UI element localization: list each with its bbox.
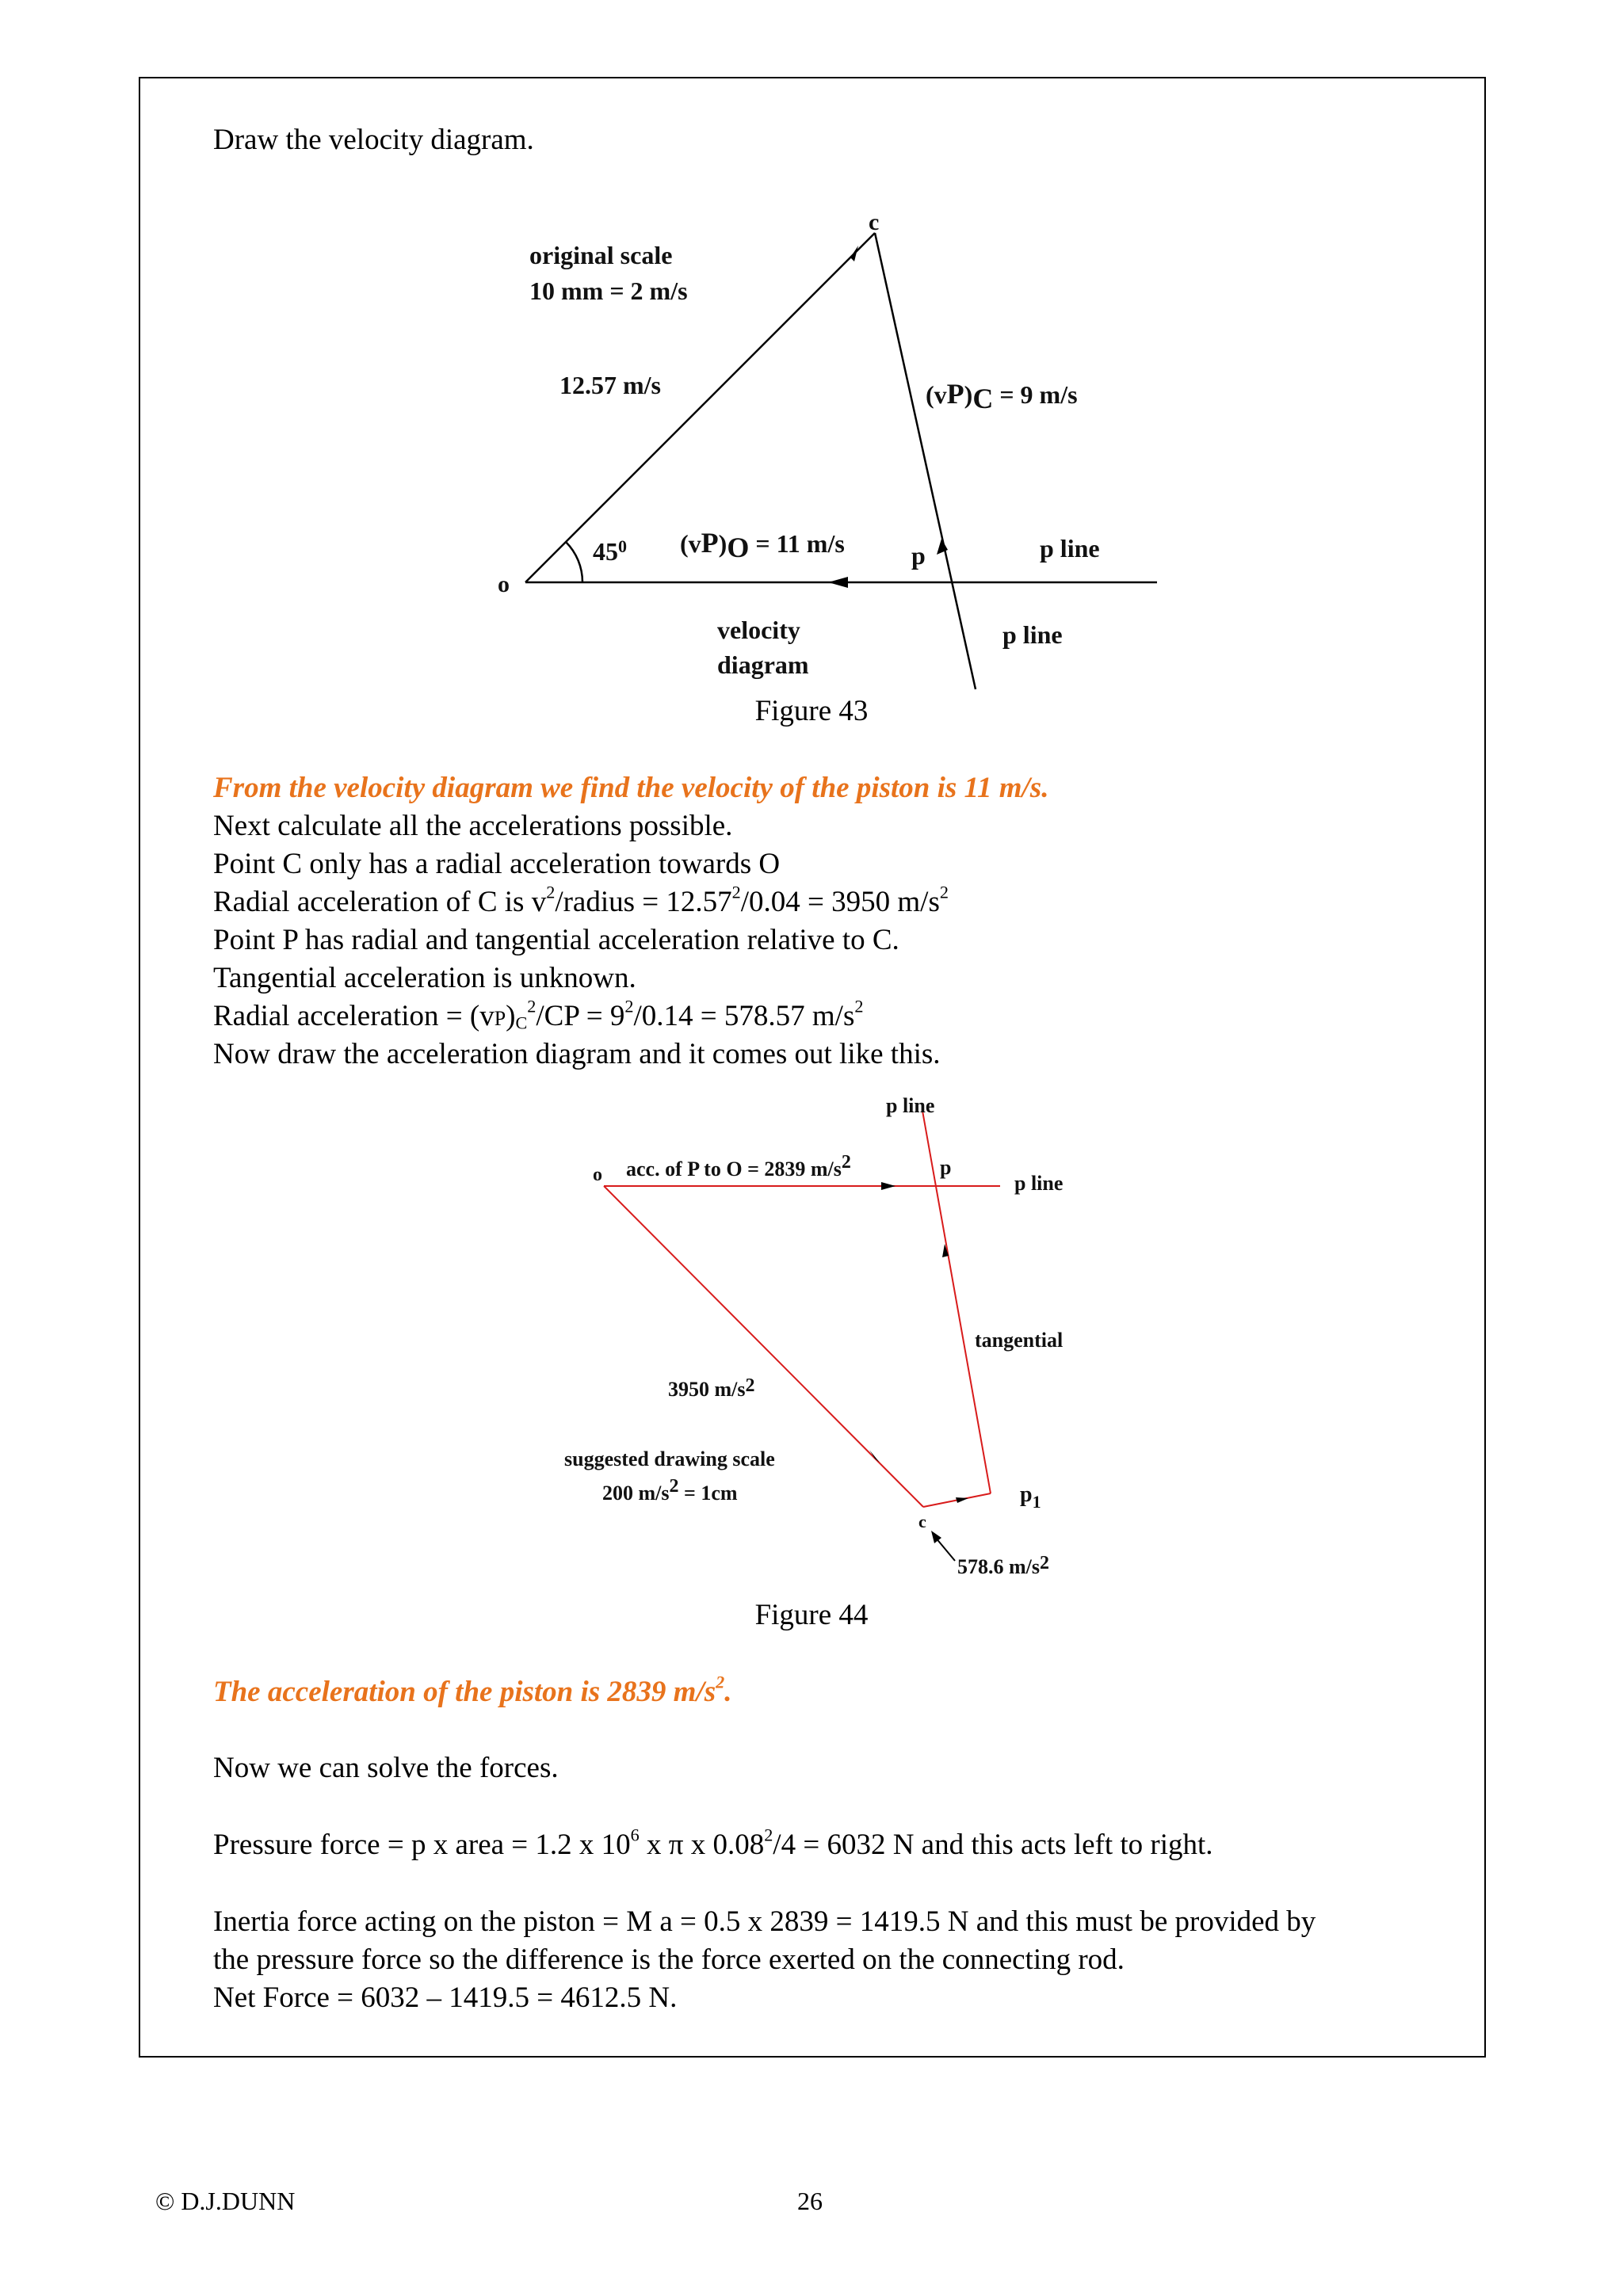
tangential-line (922, 1111, 991, 1493)
label-o: o (498, 571, 510, 597)
body-line-5: Tangential acceleration is unknown. (213, 962, 636, 994)
figure-44-caption: Figure 44 (754, 1599, 869, 1631)
pressure-force: Pressure force = p x area = 1.2 x $10^6$ x π x $0.08^2/4 = 6032$ N and this acts left to right. (213, 1825, 1213, 1861)
label-acc-op: acc. of P to O = 2839 m/s2 (626, 1152, 851, 1180)
label-scale-2: 10 mm = 2 m/s (529, 277, 688, 305)
label-oc-velocity: 12.57 m/s (559, 371, 661, 399)
label-p-line-1: p line (1040, 534, 1100, 563)
label-tangential: tangential (975, 1329, 1064, 1352)
label-p: p (911, 541, 926, 570)
forces-intro: Now we can solve the forces. (213, 1752, 559, 1784)
label-p-line-top: p line (886, 1094, 935, 1117)
label-p-line-right: p line (1014, 1172, 1064, 1195)
acceleration-result: The acceleration of the piston is 2839 $m/s^2$. (213, 1672, 732, 1708)
body-line-1: Next calculate all the accelerations possible. (213, 810, 733, 842)
label-acc-oc: 3950 m/s2 (668, 1375, 755, 1401)
net-force: Net Force = 6032 – 1419.5 = 4612.5 N. (213, 1981, 678, 2014)
arrowhead-acc-op (881, 1182, 896, 1190)
label-velocity: velocity (717, 616, 800, 644)
label-drawing-scale-1: suggested drawing scale (564, 1447, 775, 1470)
label-p1: $p_1$ (1020, 1482, 1041, 1512)
label-angle: $45^0$ (593, 536, 627, 566)
label-diagram: diagram (717, 650, 809, 679)
body-line-2: Point C only has a radial acceleration towards O (213, 848, 781, 880)
body-line-7: Now draw the acceleration diagram and it comes out like this. (213, 1038, 941, 1070)
label-acc-o: o (593, 1165, 602, 1185)
label-drawing-scale-2: 200 m/s2 = 1cm (602, 1476, 738, 1505)
velocity-result: From the velocity diagram we find the velocity of the piston is 11 m/s. (213, 772, 1049, 804)
label-c: c (869, 209, 880, 235)
pointer-578-head (931, 1531, 941, 1543)
body-line-4: Point P has radial and tangential acceleration relative to C. (213, 924, 899, 956)
intro-text: Draw the velocity diagram. (213, 124, 534, 156)
label-acc-p: p (940, 1156, 952, 1179)
label-p-line-2: p line (1002, 620, 1063, 649)
label-acc-c: c (918, 1512, 926, 1531)
figure-43-caption: Figure 43 (754, 695, 869, 727)
label-vpc: (vP)C = 9 m/s (926, 378, 1078, 414)
body-line-6: Radial acceleration = $(vP)_C^2/CP = 9^2/0.14 = 578.57$ $m/s^2$ (213, 996, 864, 1033)
body-line-3: Radial acceleration of C is $v^2$/radius = $12.57^2/0.04 = 3950$ $m/s^2$ (213, 882, 949, 918)
arrowhead-acc-cp1 (956, 1497, 968, 1503)
inertia-line-1: Inertia force acting on the piston = M a = 0.5 x 2839 = 1419.5 N and this must be provided by (213, 1905, 1316, 1938)
pointer-578 (935, 1537, 955, 1561)
label-vpo: (vP)O = 11 m/s (680, 527, 845, 563)
footer-copyright: © D.J.DUNN (155, 2187, 296, 2215)
label-scale-1: original scale (529, 241, 673, 269)
footer-page-number: 26 (797, 2187, 823, 2215)
label-578: 578.6 m/s2 (957, 1553, 1049, 1578)
inertia-line-2: the pressure force so the difference is the force exerted on the connecting rod. (213, 1943, 1125, 1976)
